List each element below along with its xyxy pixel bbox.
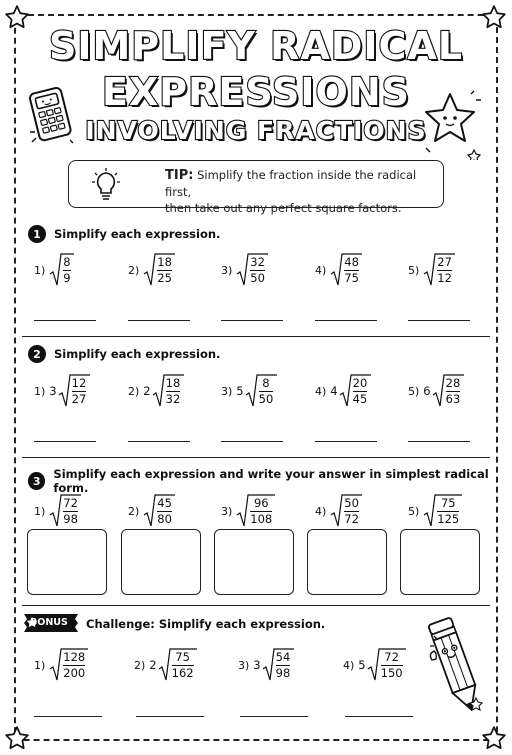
radical-sign — [262, 647, 294, 683]
answer-line[interactable] — [315, 320, 377, 321]
denominator: 200 — [63, 665, 86, 680]
answer-line[interactable] — [128, 441, 190, 442]
radical — [423, 491, 462, 531]
answer-box[interactable] — [214, 529, 294, 595]
problem-number: 5) — [408, 384, 420, 398]
numerator: 18 — [165, 375, 181, 390]
problem — [343, 645, 406, 685]
answer-line[interactable] — [221, 320, 283, 321]
problem — [408, 491, 462, 531]
problem — [34, 250, 74, 290]
radical — [143, 491, 175, 531]
radical-sign — [158, 647, 197, 683]
section-1-problems — [34, 250, 484, 290]
numerator: 8 — [63, 254, 71, 269]
radical — [262, 645, 294, 685]
radical-sign — [152, 373, 184, 409]
numerator: 32 — [250, 254, 265, 269]
problem — [34, 491, 81, 531]
numerator: 75 — [175, 649, 190, 664]
answer-line[interactable] — [315, 441, 377, 442]
section-number-badge: 1 — [28, 225, 46, 243]
denominator: 27 — [71, 391, 87, 406]
problem-number: 1) — [34, 263, 46, 277]
problem — [408, 371, 464, 411]
problem — [134, 645, 197, 685]
problem — [315, 250, 362, 290]
problem — [408, 250, 455, 290]
star-mascot-icon — [418, 88, 484, 160]
radical-sign — [236, 493, 275, 529]
radical-sign — [143, 493, 175, 529]
tip-box — [68, 160, 444, 215]
denominator: 75 — [344, 270, 359, 285]
radical-sign — [143, 252, 175, 288]
radical — [58, 371, 90, 411]
problem — [238, 645, 294, 685]
section-divider — [22, 605, 490, 606]
problem-number: 5) — [408, 263, 420, 277]
denominator: 25 — [157, 270, 172, 285]
radical — [236, 250, 268, 290]
denominator: 12 — [437, 270, 452, 285]
title-line-2: EXPRESSIONS — [102, 70, 410, 114]
problem-number: 4) — [343, 658, 355, 672]
radical — [330, 250, 362, 290]
problem — [128, 371, 184, 411]
title-line-3: INVOLVING FRACTIONS — [85, 116, 427, 145]
corner-star-icon — [4, 725, 30, 751]
numerator: 8 — [262, 375, 270, 390]
answer-line[interactable] — [408, 320, 470, 321]
section-divider — [22, 336, 490, 337]
problem-number: 5) — [408, 504, 420, 518]
radical — [245, 371, 277, 411]
problem-number: 1) — [34, 384, 46, 398]
coefficient: 2 — [143, 384, 151, 398]
radical — [236, 491, 275, 531]
lightbulb-icon — [91, 167, 121, 203]
answer-line[interactable] — [345, 716, 413, 717]
denominator: 125 — [437, 511, 460, 526]
section-label: Simplify each expression and write your answer in simplest radical form. — [53, 467, 489, 495]
section-label: Simplify each expression. — [54, 347, 221, 361]
radical — [432, 371, 464, 411]
answer-box[interactable] — [27, 529, 107, 595]
bonus-heading: Challenge: Simplify each expression. — [86, 617, 326, 631]
answer-line[interactable] — [136, 716, 204, 717]
problem — [315, 371, 371, 411]
section-2-problems — [34, 371, 484, 411]
answer-line[interactable] — [408, 441, 470, 442]
denominator: 98 — [275, 665, 291, 680]
problem — [128, 491, 175, 531]
radical-sign — [49, 493, 81, 529]
tip-label: TIP: — [165, 168, 194, 183]
numerator: 18 — [157, 254, 172, 269]
radical-sign — [49, 252, 74, 288]
section-2-heading — [28, 345, 220, 363]
radical — [330, 491, 362, 531]
denominator: 45 — [352, 391, 368, 406]
problem-number: 4) — [315, 504, 327, 518]
problem — [128, 250, 175, 290]
coefficient: 3 — [49, 384, 57, 398]
bonus-badge-text: BONUS — [30, 617, 68, 628]
radical-sign — [339, 373, 371, 409]
problem — [34, 645, 88, 685]
problem-number: 3) — [221, 384, 233, 398]
section-divider — [22, 457, 490, 458]
problem — [221, 491, 275, 531]
problem — [221, 250, 268, 290]
numerator: 28 — [445, 375, 461, 390]
tip-line-1 — [165, 167, 433, 200]
denominator: 50 — [250, 270, 265, 285]
radical-sign — [49, 647, 88, 683]
numerator: 27 — [437, 254, 452, 269]
radical — [49, 645, 88, 685]
answer-box[interactable] — [307, 529, 387, 595]
problem-number: 3) — [221, 263, 233, 277]
problem — [221, 371, 277, 411]
radical — [49, 491, 81, 531]
radical-sign — [236, 252, 268, 288]
radical-sign — [423, 493, 462, 529]
coefficient: 5 — [358, 658, 366, 672]
section-number-badge: 3 — [28, 472, 45, 490]
numerator: 72 — [63, 495, 78, 510]
radical — [49, 250, 74, 290]
denominator: 80 — [157, 511, 172, 526]
problem-number: 3) — [238, 658, 250, 672]
radical-sign — [423, 252, 455, 288]
numerator: 72 — [384, 649, 399, 664]
denominator: 63 — [445, 391, 461, 406]
answer-line[interactable] — [128, 320, 190, 321]
numerator: 50 — [344, 495, 359, 510]
numerator: 45 — [157, 495, 172, 510]
problem — [34, 371, 90, 411]
denominator: 72 — [344, 511, 359, 526]
answer-line[interactable] — [34, 320, 96, 321]
numerator: 54 — [275, 649, 291, 664]
radical-sign — [367, 647, 406, 683]
numerator: 75 — [440, 495, 456, 510]
problem-number: 2) — [128, 263, 140, 277]
coefficient: 3 — [253, 658, 261, 672]
radical-sign — [58, 373, 90, 409]
section-3-problems — [34, 491, 484, 531]
coefficient: 6 — [423, 384, 431, 398]
answer-line[interactable] — [34, 441, 96, 442]
answer-line[interactable] — [221, 441, 283, 442]
problem-number: 3) — [221, 504, 233, 518]
radical — [339, 371, 371, 411]
radical — [143, 250, 175, 290]
radical-sign — [245, 373, 277, 409]
denominator: 162 — [171, 665, 194, 680]
section-number-badge: 2 — [28, 345, 46, 363]
problem-number: 2) — [128, 384, 140, 398]
pencil-mascot-icon — [426, 612, 488, 722]
numerator: 96 — [253, 495, 269, 510]
radical — [367, 645, 406, 685]
problem-number: 1) — [34, 658, 46, 672]
tip-line-2: then take out any perfect square factors. — [165, 201, 402, 215]
radical-sign — [330, 252, 362, 288]
denominator: 32 — [165, 391, 181, 406]
section-label: Simplify each expression. — [54, 227, 221, 241]
section-1-heading — [28, 225, 220, 243]
tip-text-1: Simplify the fraction inside the radical first, — [165, 168, 417, 199]
coefficient: 2 — [149, 658, 157, 672]
numerator: 12 — [71, 375, 87, 390]
problem-number: 4) — [315, 263, 327, 277]
problem-number: 2) — [128, 504, 140, 518]
denominator: 9 — [63, 270, 71, 285]
calculator-icon — [26, 82, 76, 152]
answer-line[interactable] — [34, 716, 102, 717]
radical — [158, 645, 197, 685]
radical — [152, 371, 184, 411]
numerator: 20 — [352, 375, 368, 390]
radical — [423, 250, 455, 290]
problem-number: 4) — [315, 384, 327, 398]
answer-line[interactable] — [240, 716, 308, 717]
bonus-problems — [34, 645, 484, 685]
denominator: 98 — [63, 511, 78, 526]
title-line-1: SIMPLIFY RADICAL — [48, 24, 464, 68]
corner-star-icon — [481, 725, 507, 751]
coefficient: 5 — [236, 384, 244, 398]
radical-sign — [330, 493, 362, 529]
problem-number: 1) — [34, 504, 46, 518]
denominator: 50 — [258, 391, 274, 406]
answer-box[interactable] — [121, 529, 201, 595]
denominator: 108 — [250, 511, 273, 526]
numerator: 128 — [63, 649, 86, 664]
answer-box[interactable] — [400, 529, 480, 595]
denominator: 150 — [380, 665, 403, 680]
problem — [315, 491, 362, 531]
coefficient: 4 — [330, 384, 338, 398]
numerator: 48 — [344, 254, 359, 269]
radical-sign — [432, 373, 464, 409]
problem-number: 2) — [134, 658, 146, 672]
